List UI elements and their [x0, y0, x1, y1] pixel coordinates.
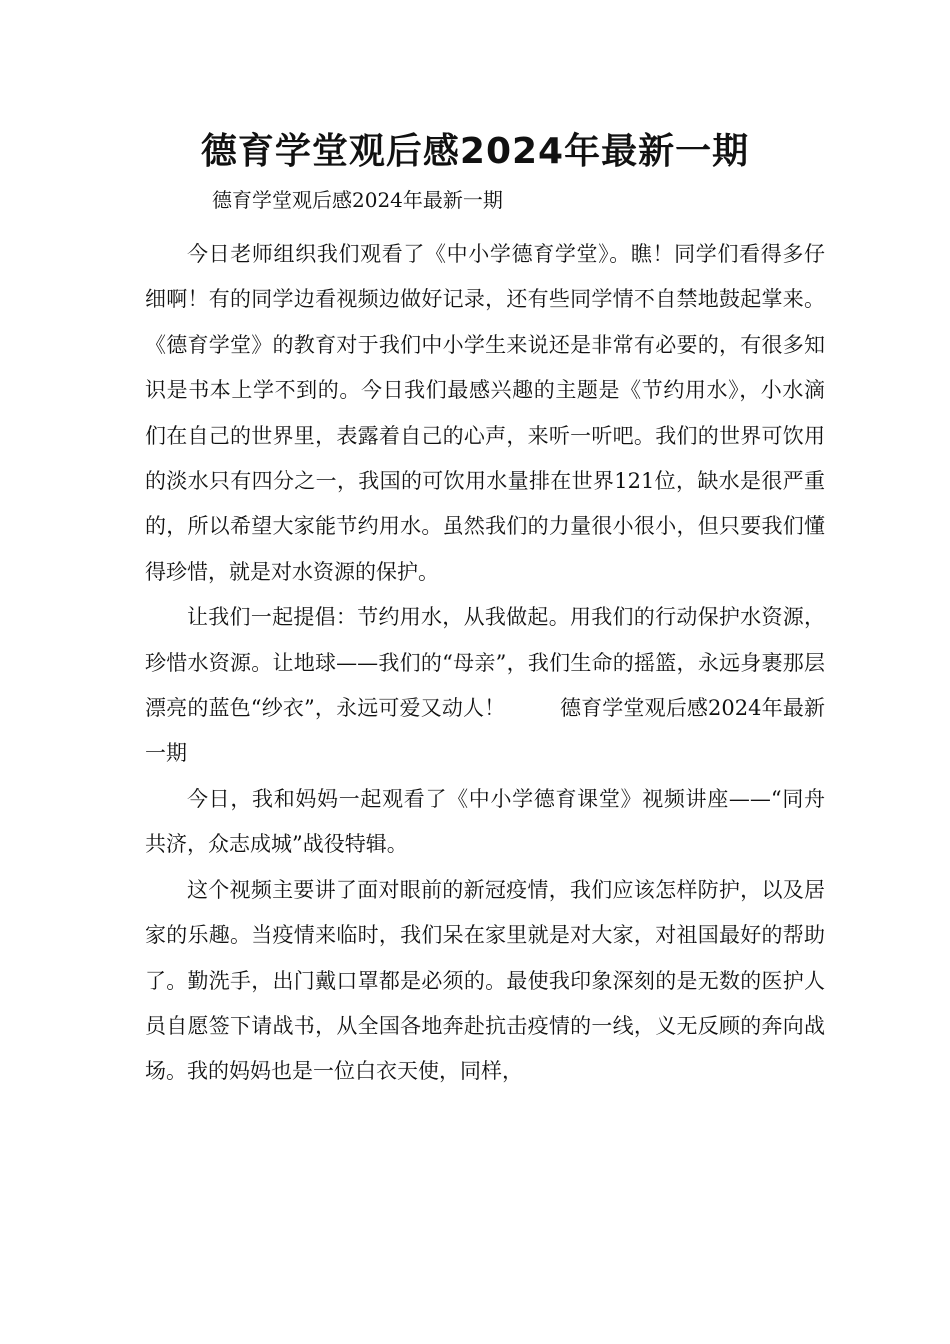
paragraph-3: 今日，我和妈妈一起观看了《中小学德育课堂》视频讲座——“同舟共济，众志成城”战役特辑。 [145, 786, 825, 857]
paragraph-2 [145, 595, 825, 777]
document-subtitle: 德育学堂观后感2024年最新一期 [212, 188, 503, 212]
paragraph-1: 今日老师组织我们观看了《中小学德育学堂》。瞧！同学们看得多仔细啊！有的同学边看视频边做好记录，还有些同学情不自禁地鼓起掌来。《德育学堂》的教育对于我们中小学生来说还是非常有必要的，有很多知识是书本上学不到的。今日我们最感兴趣的主题是《节约用水》，小水滴们在自己的世界里，表露着自己的心声，来听一听吧。我们的世界可饮用的淡水只有四分之一，我国的可饮用水量排在世界121位，缺水是很严重的，所以希望大家能节约用水。虽然我们的力量很小很小，但只要我们懂得珍惜，就是对水资源的保护。 [145, 242, 825, 584]
document-body [145, 232, 825, 1095]
paragraph-2-text: 让我们一起提倡：节约用水，从我做起。用我们的行动保护水资源，珍惜水资源。让地球——我们的“母亲”，我们生命的摇篮，永远身裹那层漂亮的蓝色“纱衣”，永远可爱又动人！ [145, 605, 825, 721]
paragraph-4: 这个视频主要讲了面对眼前的新冠疫情，我们应该怎样防护，以及居家的乐趣。当疫情来临时，我们呆在家里就是对大家，对祖国最好的帮助了。勤洗手，出门戴口罩都是必须的。最使我印象深刻的是无数的医护人员自愿签下请战书，从全国各地奔赴抗击疫情的一线，义无反顾的奔向战场。我的妈妈也是一位白衣天使，同样， [145, 877, 825, 1084]
inline-heading: 德育学堂观后感2024年最新一期 [145, 696, 825, 766]
document-title: 德育学堂观后感2024年最新一期 [200, 131, 750, 172]
